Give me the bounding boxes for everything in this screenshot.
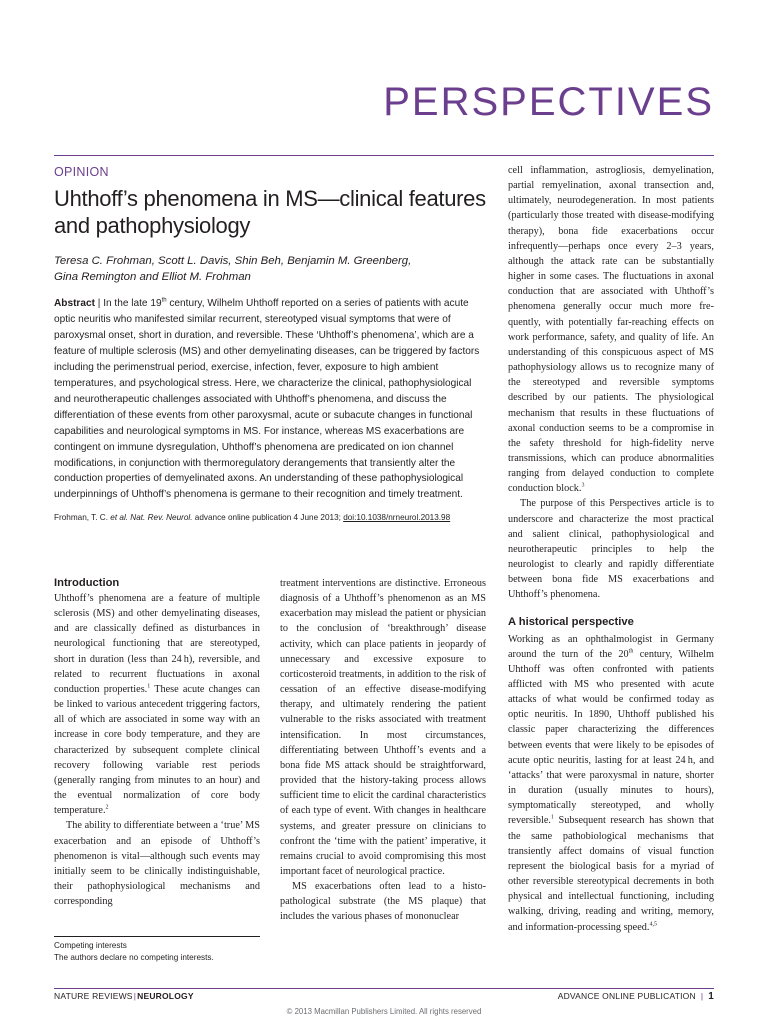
reference-superscript[interactable]: 1	[147, 683, 151, 690]
body-column-3	[508, 163, 714, 935]
body-column-2	[280, 576, 486, 925]
abstract-label: Abstract	[54, 298, 95, 309]
reference-superscript[interactable]: 1	[550, 815, 554, 821]
doi-link[interactable]: doi:10.1038/nrneurol.2013.98	[343, 513, 451, 523]
citation	[54, 512, 486, 524]
reference-superscript[interactable]: 3	[581, 482, 585, 489]
body-column-1	[54, 576, 260, 909]
paragraph-text: Uhthoff’s phenomena are a feature of multiple sclerosis (MS) and other demyelinating diseases, and are classically defined as disturbances in neurological functioning that are stereotyped, short in duration (less than 24 h), reversible, and related to recurrent fluctuations in axonal conduction properties.	[54, 593, 260, 695]
paragraph-text: cell inflammation, astrogliosis, demyelination, partial remyelination, axonal transection and, ultimately, neurodegeneration. In most patients (particularly those treated with disease-modifying therapy), bona fide exacerbations occur infrequently—perhaps once every 2–3 years, although the attack rate can be substantially higher in some cases. The fluctuations in axonal conduction that are associated with Uhthoff’s phenomena generally occur much more frequently, with potentially far-reaching effects on work performance, safety, and quality of life. An understanding of this conspicuous aspect of MS pathophysiology allows us to recognize many of the stereotyped and reversible symptoms described by our patients. The physiological mechanism that results in these fluctuations of axonal conduction seems to be a compromise in the safety threshold for high-fidelity nerve transmissions, which can produce abnormalities ranging from delayed conduction to complete conduction block.	[508, 165, 714, 495]
page-number: 1	[708, 991, 714, 1002]
paragraph: The ability to differentiate between a ‘true’ MS exacerbation and an episode of Uhthoff’s phenomenon is vital—although such events may initially seem to be clinically indistinguishable, their pathophysiological mechanisms and corresponding	[54, 820, 260, 908]
article-type-label: OPINION	[54, 165, 109, 179]
footer-edition	[558, 991, 714, 1002]
author-list	[54, 253, 486, 285]
section-heading-introduction: Introduction	[54, 577, 120, 589]
article-front-matter	[54, 165, 486, 524]
abstract	[54, 296, 486, 503]
paragraph: MS exacerbations often lead to a histopathological substrate (the MS plaque) that includes the various phases of mononuclear	[280, 881, 486, 923]
author-line: Teresa C. Frohman, Scott L. Davis, Shin Beh, Benjamin M. Greenberg,	[54, 255, 412, 267]
citation-date: advance online publication 4 June 2013;	[192, 513, 344, 523]
paragraph	[508, 632, 714, 935]
paragraph: treatment interventions are distinctive. Erroneous diagnosis of a Uhthoff’s phenomenon as an MS exacerbation may mislead the patient or physician to the conclusion of ‘breakthrough’ disease activity, which can place patients in jeopardy of unnecessary and excessive exposure to corticosteroid treatments, in addition to the risk of cessation of an effective disease-modifying therapy, and ultimately rendering the patient vulnerable to the risks associated with treatment intensification. In most circumstances, differentiating between Uhthoff’s events and a bona fide MS attack should be straightforward, provided that the history-taking process allows sufficient time to elicit the cardinal characteristics of each type of event. With changes in healthcare systems, and greater pressure on clinicians to confront the ‘time with the patient’ imperative, it remains crucial to avoid compromising this most important facet of neurological practice.	[280, 578, 486, 877]
footer-divider	[54, 988, 714, 989]
reference-superscript[interactable]: 2	[105, 804, 109, 811]
paragraph	[54, 591, 260, 818]
paragraph-text: Subsequent research has shown that the same pathobiological mechanisms that transiently affect domains of visual function represent the biological basis for a myriad of other reversible stereotypical decrements in both physical and intellectual functioning, including walking, driving, reading and writing, memory, and information-processing speed.	[508, 815, 714, 933]
footer-publisher: NATURE REVIEWS	[54, 991, 133, 1001]
abstract-separator: |	[94, 298, 104, 309]
paragraph	[508, 163, 714, 496]
section-heading-historical: A historical perspective	[508, 615, 634, 628]
author-line: Gina Remington and Elliot M. Frohman	[54, 271, 251, 283]
competing-interests-label: Competing interests	[54, 941, 127, 950]
footer-separator: |	[133, 991, 137, 1001]
paragraph: The purpose of this Perspectives article is to underscore and characterize the most practical and salient clinical, pathophysiological and neurotherapeutic principles to help the neurologist to clearly and rapidly differentiate between bona fide MS exacerbations and Uhthoff’s phenomena.	[508, 498, 714, 601]
superscript: th	[628, 648, 634, 655]
paragraph-text: century, Wilhelm Uhthoff was often confronted with patients afflicted with MS who presented with acute attacks of what would be confirmed today as optic neuritis. In 1890, Uhthoff published his classic paper characterizing the differences between events that were likely to be episodes of acute optic neuritis, lasting for at least 24 h, and ‘attacks’ that were paroxysmal in nature, shorter in duration (usually minutes to hours), symptomatically stereotyped, and wholly reversible.	[508, 648, 714, 827]
superscript: th	[161, 297, 167, 304]
competing-interests-text: The authors declare no competing interests.	[54, 953, 214, 962]
citation-journal: et al. Nat. Rev. Neurol.	[110, 513, 193, 523]
header-divider	[54, 155, 714, 156]
reference-superscript[interactable]: 4,5	[649, 921, 657, 928]
citation-authors: Frohman, T. C.	[54, 513, 111, 523]
footer-journal-name: NEUROLOGY	[137, 991, 194, 1001]
abstract-text: In the late 19	[103, 298, 162, 309]
abstract-text: century, Wilhelm Uhthoff reported on a series of patients with acute optic neuritis who manifested similar recurrent, stereotyped visual symptoms that were of paroxysmal onset, short in duration, and reversible. These ‘Uhthoff’s phenomena’, which are a feature of multiple sclerosis (MS) and other demyelinating diseases, can be triggered by factors including the perimenstrual period, exercise, infection, fever, exposure to high ambient temperatures, and psychological stress. Here, we characterize the clinical, pathophysiological and neurotherapeutic challenges associated with Uhthoff’s phenomena, and discuss the differentiation of these events from other paroxysmal, acute or subacute changes in functional capabilities and neurological symptoms in MS. For instance, whereas MS exacerbations are contingent on immune dysregulation, Uhthoff’s phenomena are predicated on ion channel modifications, in conjunction with thermoregulatory derangements that transiently alter the conduction properties of demyelinated axons. An understanding of these pathophysiological underpinnings of Uhthoff’s phenomena is germane to their recognition and timely treatment.	[54, 298, 480, 501]
article-title: Uhthoff’s phenomena in MS—clinical features and pathophysiology	[54, 186, 486, 238]
footer-separator: |	[700, 991, 704, 1001]
paragraph-text: Working as an ophthalmologist in Germany around the turn of the 20	[508, 633, 714, 660]
footer-edition-label: ADVANCE ONLINE PUBLICATION	[557, 991, 696, 1001]
section-header: PERSPECTIVES	[383, 80, 714, 124]
competing-interests	[54, 936, 260, 964]
copyright-notice: © 2013 Macmillan Publishers Limited. All rights reserved	[286, 1007, 482, 1016]
footer-journal	[54, 991, 194, 1001]
paragraph-text: These acute changes can be linked to various antecedent triggering factors, all of which are associated in some way with an increase in core body temperature, and they are characterized by subsequent complete clinical recovery following variable rest periods (generally ranging from minutes to an hour) and the eventual normalization of core body temperature.	[54, 683, 260, 817]
